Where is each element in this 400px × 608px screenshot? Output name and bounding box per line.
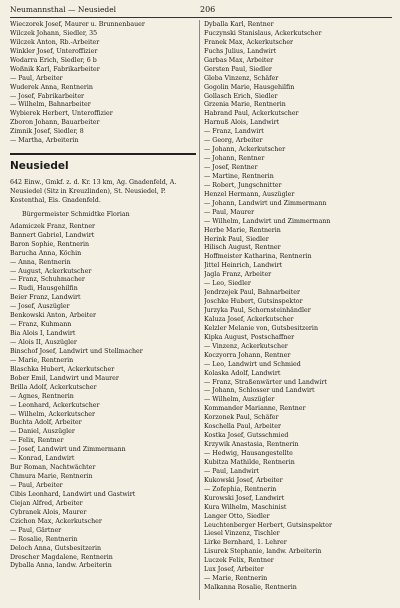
directory-entry: — Wilhelm, Landwirt und Zimmermann (204, 217, 331, 225)
directory-entry: Bur Roman, Nachtwächter (10, 464, 96, 472)
directory-entry: — Paul, Arbeiter (10, 482, 63, 490)
directory-entry: Malkanna Rosalie, Rentnerin (204, 584, 297, 592)
directory-entry: Baron Sophie, Rentnerin (10, 240, 90, 248)
directory-entry: — Marie, Rentnerin (10, 356, 74, 364)
directory-entry: — Paul, Gärtner (10, 526, 62, 534)
directory-entry: — August, Ackerkutscher (10, 267, 92, 275)
directory-entry: Dyballa Karl, Rentner (204, 21, 274, 28)
section-title: Neusiedel (10, 160, 69, 173)
directory-entry: Wilczek Johann, Siedler, 35 (10, 29, 98, 37)
directory-entry: — Rudi, Hausgehilfin (10, 285, 78, 293)
directory-entry: Kolaska Adolf, Landwirt (204, 369, 281, 377)
directory-entry: — Hedwig, Hausangestellte (204, 450, 293, 457)
directory-entry: Zimnik Josef, Siedler, 8 (10, 128, 84, 136)
directory-entry: Jittel Heinrich, Landwirt (204, 262, 283, 270)
directory-entry: Grzenia Marie, Rentnerin (204, 101, 286, 109)
directory-entry: Benkowski Anton, Arbeiter (10, 312, 97, 320)
right-column (204, 21, 392, 593)
directory-entry: Jurzyka Paul, Schornsteinhändler (204, 307, 311, 314)
directory-entry: — Martine, Rentnerin (204, 172, 274, 180)
directory-entry: Fuczynski Stanislaus, Ackerkutscher (204, 29, 322, 37)
directory-entry: Cybranek Alois, Maurer (10, 508, 87, 516)
directory-entry: Dyballa Anna, landw. Arbeiterin (10, 562, 112, 570)
directory-entry: Bober Emil, Landwirt und Maurer (10, 374, 119, 382)
directory-entry: — Franz, Schuhmacher (10, 276, 85, 284)
directory-entry: — Leonhard, Ackerkutscher (10, 401, 100, 409)
directory-entry: Luczek Felix, Rentner (204, 557, 274, 565)
directory-entry: Binschof Josef, Landwirt und Stellmacher (10, 347, 143, 355)
directory-entry: Cibis Leonhard, Landwirt und Gastwirt (10, 490, 136, 498)
entry-list-bottom (10, 223, 198, 572)
header-rule (10, 17, 392, 18)
directory-entry: Kommander Marianne, Rentner (204, 405, 306, 413)
directory-entry: Joschke Hubert, Gutsinspektor (204, 298, 303, 306)
directory-entry: — Konrad, Landwirt (10, 455, 75, 463)
directory-entry: Gogolin Marie, Hausgehilfin (204, 83, 295, 91)
directory-entry: Ciejan Alfred, Arbeiter (10, 499, 83, 507)
directory-entry: — Georg, Arbeiter (204, 137, 263, 145)
directory-entry: Czichon Max, Ackerkutscher (10, 517, 102, 525)
directory-entry: Koschella Paul, Arbeiter (204, 423, 282, 431)
directory-entry: Lirke Bernhard, 1. Lehrer (204, 539, 287, 547)
directory-entry: — Johann, Schlosser und Landwirt (204, 387, 315, 395)
directory-entry: Harnuß Alois, Landwirt (204, 119, 280, 127)
directory-entry: Lux Josef, Arbeiter (204, 566, 264, 574)
directory-entry: Wodarra Erich, Siedler, 6 b (10, 56, 97, 64)
directory-entry: Brilla Adolf, Ackerkutscher (10, 383, 97, 391)
directory-entry: Habrand Paul, Ackerkutscher (204, 110, 299, 118)
directory-entry: — Josef, Fabrikarbeiter (10, 92, 85, 100)
directory-entry: Drescher Magdalene, Rentnerin (10, 553, 113, 561)
directory-entry: Kurowski Josef, Landwirt (204, 494, 285, 502)
directory-entry: Hoffmeister Katharina, Rentnerin (204, 253, 312, 261)
directory-entry: Lisurek Stephanie, landw. Arbeiterin (204, 548, 322, 556)
directory-entry: Wybierek Herbert, Unteroffizier (10, 110, 113, 118)
directory-entry: Hilisch August, Rentner (204, 244, 281, 252)
directory-entry: — Wilhelm, Ackerkutscher (10, 410, 96, 418)
directory-entry: Leuchtenberger Herbert, Gutsinspektor (204, 521, 332, 529)
directory-entry: Adamiczek Franz, Rentner (10, 222, 96, 230)
directory-entry: Bannert Gabriel, Landwirt (10, 231, 95, 239)
directory-entry: Herink Paul, Siedler (204, 235, 269, 243)
directory-entry: Krzywik Anastasia, Rentnerin (204, 441, 299, 449)
directory-entry: — Paul, Arbeiter (10, 74, 63, 82)
directory-entry: Franek Max, Ackerkutscher (204, 38, 294, 46)
directory-entry: Henzel Hermann, Auszügler (204, 190, 295, 198)
directory-entry: — Alois II, Auszügler (10, 339, 77, 347)
directory-entry: — Josef, Auszügler (10, 303, 70, 311)
directory-entry: Blaschka Hubert, Ackerkutscher (10, 365, 115, 373)
directory-entry: Winkler Josef, Unteroffizier (10, 47, 98, 55)
left-column (10, 21, 198, 571)
directory-entry: — Zofephia, Rentnerin (204, 485, 277, 493)
directory-entry: Woßnik Karl, Fabrikarbeiter (10, 65, 100, 73)
directory-entry: — Franz, Kuhmann (10, 321, 72, 329)
directory-entry: Gollasch Erich, Siedler (204, 92, 278, 100)
directory-entry: — Felix, Rentner (10, 437, 64, 445)
directory-entry: — Martha, Arbeiterin (10, 137, 79, 145)
directory-entry: Kubitza Mathilde, Rentnerin (204, 458, 295, 466)
directory-entry: Korzonek Paul, Schäfer (204, 414, 279, 422)
section-rule (10, 153, 196, 155)
directory-entry: Langer Otto, Siedler (204, 512, 270, 520)
directory-entry: Kura Wilhelm, Maschinist (204, 503, 287, 511)
directory-entry: Beier Franz, Landwirt (10, 294, 81, 302)
directory-entry: — Vinzenz, Ackerkutscher (204, 342, 288, 350)
directory-entry: Zboron Johann, Bauarbeiter (10, 119, 100, 127)
directory-entry: Koczyorra Johann, Rentner (204, 351, 291, 359)
directory-entry: Gersten Paul, Siedler (204, 65, 272, 73)
directory-entry: Jagla Franz, Arbeiter (204, 271, 272, 279)
directory-entry: — Daniel, Auszügler (10, 428, 75, 436)
directory-entry: — Josef, Landwirt und Zimmermann (10, 446, 126, 454)
page-number: 206 (200, 5, 216, 14)
directory-entry: — Leo, Landwirt und Schmied (204, 360, 301, 368)
directory-entry: Kukowski Josef, Arbeiter (204, 476, 283, 484)
directory-entry: — Leo, Siedler (204, 280, 251, 288)
directory-entry: Kaluza Josef, Ackerkutscher (204, 315, 294, 323)
column-divider (199, 20, 200, 600)
directory-entry: — Paul, Maurer (204, 208, 255, 216)
entry-list-right (204, 21, 392, 593)
directory-entry: Fuchs Julius, Landwirt (204, 47, 277, 55)
directory-entry: — Franz, Landwirt (204, 128, 264, 136)
running-title: Neumannsthal — Neusiedel (10, 5, 117, 14)
page-header (10, 4, 394, 16)
directory-entry: Barucha Anna, Köchin (10, 249, 82, 257)
directory-entry: — Anna, Rentnerin (10, 258, 71, 266)
directory-entry: — Robert, Jungschnitter (204, 181, 282, 189)
directory-entry: — Franz, Straßenwärter und Landwirt (204, 378, 327, 386)
directory-entry: — Marie, Rentnerin (204, 575, 268, 583)
entry-list-top (10, 21, 198, 146)
directory-entry: Jendrzejek Paul, Bahnarbeiter (204, 289, 300, 297)
directory-entry: Buchta Adolf, Arbeiter (10, 419, 82, 427)
directory-entry: Liesel Vinzenz, Tischler (204, 530, 280, 538)
directory-entry: — Johann, Landwirt und Zimmermann (204, 199, 327, 207)
directory-entry: Herbe Marie, Rentnerin (204, 226, 281, 234)
directory-entry: — Wilhelm, Bahnarbeiter (10, 101, 91, 109)
directory-entry: — Agnes, Rentnerin (10, 392, 74, 400)
directory-entry: — Wilhelm, Auszügler (204, 396, 275, 404)
directory-entry: Wuderek Anna, Rentnerin (10, 83, 93, 91)
directory-entry: — Rosalie, Rentnerin (10, 535, 78, 543)
mayor-line: Bürgermeister Schmidtke Florian (22, 210, 130, 218)
directory-entry: — Paul, Landwirt (204, 467, 260, 475)
directory-entry: Garbas Max, Arbeiter (204, 56, 274, 64)
directory-entry: Wilczek Anton, Rb.-Arbeiter (10, 38, 100, 46)
place-description: 642 Einw., Gmkf. z. d. Kr. 13 km, Ag. Gnadenfeld, A. Neusiedel (Sitz in Kreuzlinden), St. Neusiedel, P. Kostenthal, Eis. Gnadenfeld. (10, 179, 177, 204)
directory-entry: — Johann, Ackerkutscher (204, 146, 286, 154)
directory-entry: — Johann, Rentner (204, 155, 265, 163)
directory-entry: Wieczorek Josef, Maurer u. Brunnenbauer (10, 21, 145, 28)
directory-entry: Bia Alois I, Landwirt (10, 330, 76, 338)
directory-entry: Chmura Marie, Rentnerin (10, 473, 93, 481)
directory-entry: Kelzler Melanie von, Gutsbesitzerin (204, 324, 318, 332)
directory-entry: Deloch Anna, Gutsbesitzerin (10, 544, 102, 552)
directory-entry: Kostka Josef, Gutsschmied (204, 432, 289, 440)
directory-entry: Kipka August, Postschaffner (204, 333, 295, 341)
directory-entry: Gleba Vinzenz, Schäfer (204, 74, 279, 82)
directory-entry: — Josef, Rentner (204, 164, 258, 171)
